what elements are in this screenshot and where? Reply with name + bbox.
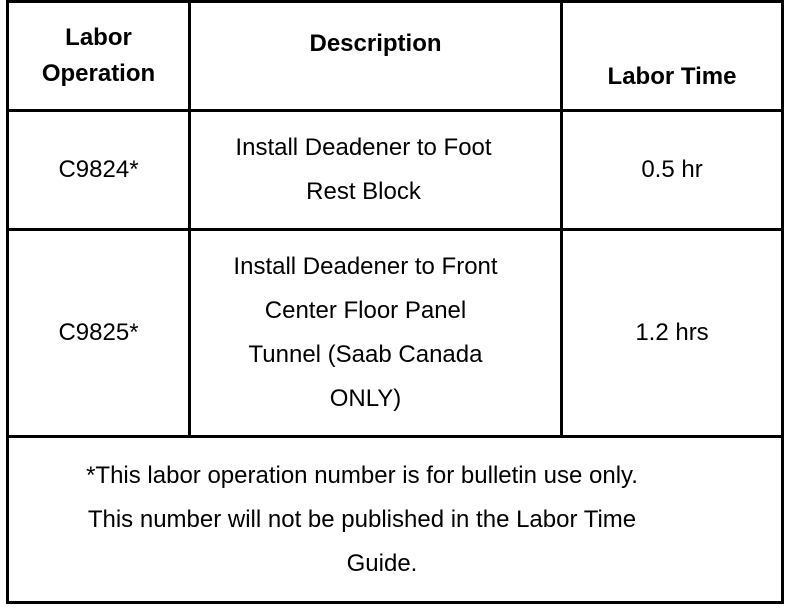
header-labor-operation bbox=[9, 3, 188, 109]
header-labor-operation-line-2: Operation bbox=[41, 60, 156, 87]
table-row-1-operation bbox=[9, 112, 188, 228]
labor-time-value: 0.5 hr bbox=[641, 156, 703, 183]
description-line: Rest Block bbox=[306, 178, 421, 205]
labor-time-value: 1.2 hrs bbox=[635, 319, 709, 346]
operation-code: C9824* bbox=[58, 156, 139, 183]
footnote bbox=[9, 438, 781, 601]
header-labor-operation-line-1: Labor bbox=[65, 24, 132, 51]
table-row-2-description bbox=[191, 231, 560, 435]
header-labor-time-label: Labor Time bbox=[607, 63, 737, 90]
footnote-line: This number will not be published in the Labor Time bbox=[87, 505, 637, 533]
table-row-1-description bbox=[191, 112, 560, 228]
footnote-line: Guide. bbox=[346, 549, 418, 577]
footnote-line: *This labor operation number is for bulletin use only. bbox=[86, 461, 638, 489]
description-line: Center Floor Panel bbox=[264, 297, 467, 324]
table-border-right bbox=[781, 0, 784, 604]
header-description bbox=[191, 22, 560, 66]
description-line: Install Deadener to Foot bbox=[235, 134, 492, 161]
description-line: Install Deadener to Front bbox=[233, 253, 498, 280]
description-line: Tunnel (Saab Canada bbox=[248, 341, 483, 368]
operation-code: C9825* bbox=[58, 319, 139, 346]
header-labor-time bbox=[563, 55, 781, 99]
table-row-1-time bbox=[563, 112, 781, 228]
description-line: ONLY) bbox=[329, 385, 402, 412]
table-row-2-time bbox=[563, 231, 781, 435]
header-description-label: Description bbox=[309, 30, 442, 57]
table-row-2-operation bbox=[9, 231, 188, 435]
table-border-bottom bbox=[6, 601, 784, 604]
